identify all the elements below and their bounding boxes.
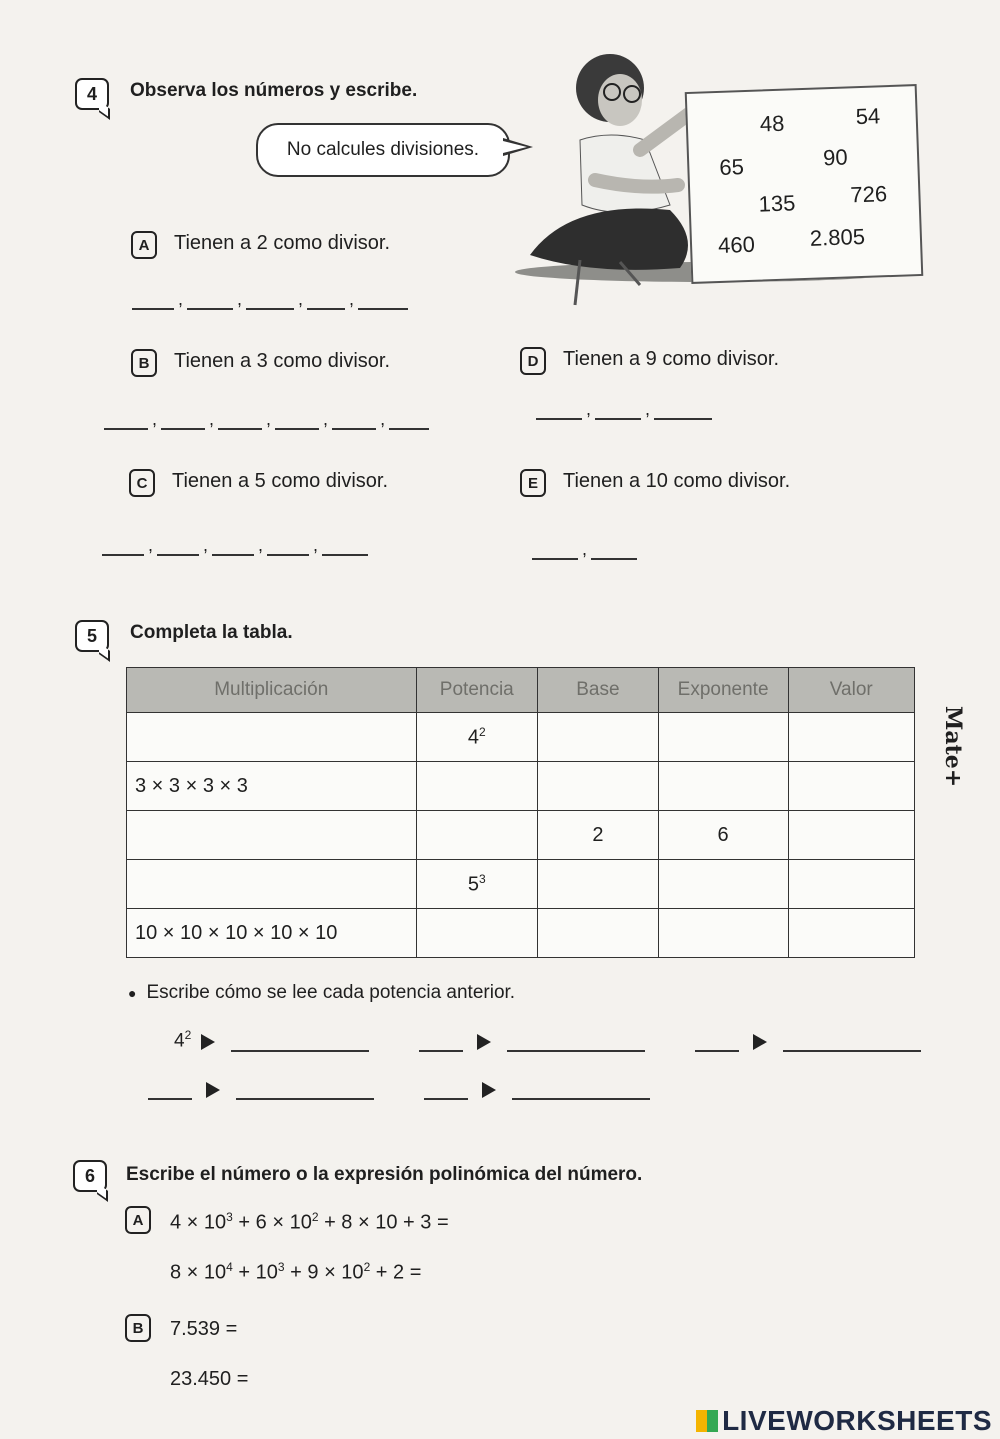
exercise-number-6: 6: [73, 1160, 107, 1192]
answer-blank[interactable]: [104, 408, 148, 430]
table-row: [127, 811, 915, 860]
power-blank[interactable]: [424, 1078, 468, 1100]
answer-blank[interactable]: [218, 408, 262, 430]
expression-b1: 7.539 =: [170, 1318, 238, 1340]
exercise-number-4: 4: [75, 78, 109, 110]
answer-blank[interactable]: [389, 408, 429, 430]
cell-potencia[interactable]: [416, 762, 538, 811]
item-letter-d: D: [520, 347, 546, 375]
item-letter-a: A: [125, 1206, 151, 1234]
answer-blank[interactable]: [187, 288, 233, 310]
table-row: [127, 713, 915, 762]
answer-blank[interactable]: [654, 398, 712, 420]
cell-multiplicacion[interactable]: [127, 811, 417, 860]
reading-blank[interactable]: [231, 1030, 369, 1052]
board-number: 460: [717, 231, 756, 259]
answer-blank[interactable]: [267, 534, 309, 556]
answer-blank[interactable]: [358, 288, 408, 310]
cell-base[interactable]: [538, 860, 659, 909]
cell-exponente[interactable]: [658, 762, 788, 811]
exercise-6-title: Escribe el número o la expresión polinómica del número.: [126, 1164, 643, 1185]
answer-blank[interactable]: [322, 534, 368, 556]
board-number: 2.805: [809, 223, 866, 251]
reading-blank[interactable]: [507, 1030, 645, 1052]
header-potencia: Potencia: [416, 668, 538, 713]
arrow-right-icon: [482, 1082, 496, 1098]
powers-table: [126, 667, 915, 958]
cell-multiplicacion[interactable]: 10 × 10 × 10 × 10 × 10: [127, 909, 417, 958]
expression-a1: $4 \times 10^3 + 6 \times 10^2 + 8 \times 10 + 3$ =: [170, 1210, 449, 1234]
cell-base[interactable]: 2: [538, 811, 659, 860]
answer-blanks-d: , ,: [532, 398, 716, 420]
read-row-1: [174, 1028, 925, 1052]
side-label: Mate+: [940, 706, 966, 788]
cell-potencia[interactable]: [416, 909, 538, 958]
answer-blanks-a: , , , ,: [128, 288, 412, 310]
answer-blanks-c: , , , ,: [98, 534, 372, 556]
answer-blank[interactable]: [132, 288, 174, 310]
arrow-right-icon: [477, 1034, 491, 1050]
bullet-icon: ●: [128, 985, 137, 1001]
cell-potencia[interactable]: $4^2$: [416, 713, 538, 762]
cell-valor[interactable]: [788, 713, 914, 762]
item-letter-a: A: [131, 231, 157, 259]
header-base: Base: [538, 668, 659, 713]
exercise-5-title: Completa la tabla.: [130, 622, 293, 643]
header-multiplicacion: Multiplicación: [127, 668, 417, 713]
answer-blank[interactable]: [157, 534, 199, 556]
reading-blank[interactable]: [783, 1030, 921, 1052]
item-a-text: Tienen a 2 como divisor.: [174, 232, 391, 254]
cell-exponente[interactable]: [658, 860, 788, 909]
answer-blank[interactable]: [102, 534, 144, 556]
table-row: [127, 860, 915, 909]
cell-exponente[interactable]: [658, 909, 788, 958]
cell-multiplicacion[interactable]: [127, 860, 417, 909]
item-c-text: Tienen a 5 como divisor.: [172, 470, 389, 492]
item-letter-b: B: [131, 349, 157, 377]
board-number: 54: [855, 103, 881, 130]
cell-base[interactable]: [538, 909, 659, 958]
answer-blank[interactable]: [332, 408, 376, 430]
answer-blank[interactable]: [591, 538, 637, 560]
header-exponente: Exponente: [658, 668, 788, 713]
answer-blank[interactable]: [307, 288, 345, 310]
cell-multiplicacion[interactable]: [127, 713, 417, 762]
item-letter-e: E: [520, 469, 546, 497]
answer-blank[interactable]: [161, 408, 205, 430]
cell-exponente[interactable]: 6: [658, 811, 788, 860]
arrow-right-icon: [201, 1034, 215, 1050]
item-letter-c: C: [129, 469, 155, 497]
exercise-number-5: 5: [75, 620, 109, 652]
board-number: 135: [758, 190, 796, 217]
power-blank[interactable]: [419, 1030, 463, 1052]
cell-valor[interactable]: [788, 762, 914, 811]
board-number: 65: [718, 154, 745, 180]
answer-blanks-b: , , , , ,: [100, 408, 433, 430]
liveworksheets-logo: LIVEWORKSHEETS: [696, 1405, 992, 1437]
cell-valor[interactable]: [788, 909, 914, 958]
power-blank[interactable]: [148, 1078, 192, 1100]
cell-valor[interactable]: [788, 811, 914, 860]
cell-exponente[interactable]: [658, 713, 788, 762]
board-number: 90: [822, 144, 849, 171]
board-number: 48: [759, 110, 785, 137]
cell-base[interactable]: [538, 762, 659, 811]
speech-text: No calcules divisiones.: [286, 139, 480, 160]
header-valor: Valor: [788, 668, 914, 713]
answer-blank[interactable]: [536, 398, 582, 420]
table-row: [127, 909, 915, 958]
answer-blank[interactable]: [532, 538, 578, 560]
reading-blank[interactable]: [512, 1078, 650, 1100]
board-number: 726: [849, 181, 888, 208]
answer-blanks-e: ,: [528, 538, 641, 560]
brand-logo-icon: [696, 1410, 718, 1432]
speech-bubble: [256, 123, 510, 177]
table-row: [127, 762, 915, 811]
read-power-label: $4^2$: [174, 1028, 192, 1052]
cell-valor[interactable]: [788, 860, 914, 909]
answer-blank[interactable]: [275, 408, 319, 430]
answer-blank[interactable]: [595, 398, 641, 420]
cell-base[interactable]: [538, 713, 659, 762]
answer-blank[interactable]: [246, 288, 294, 310]
exercise-4-title: Observa los números y escribe.: [130, 80, 418, 101]
reading-blank[interactable]: [236, 1078, 374, 1100]
read-prompt: ● Escribe cómo se lee cada potencia anterior.: [128, 982, 516, 1003]
expression-b2: 23.450 =: [170, 1368, 249, 1390]
item-b-text: Tienen a 3 como divisor.: [174, 350, 391, 372]
cell-potencia[interactable]: [416, 811, 538, 860]
cell-multiplicacion[interactable]: 3 × 3 × 3 × 3: [127, 762, 417, 811]
power-blank[interactable]: [695, 1030, 739, 1052]
expression-a2: $8 \times 10^4 + 10^3 + 9 \times 10^2 + 2$ =: [170, 1260, 422, 1284]
item-d-text: Tienen a 9 como divisor.: [563, 348, 780, 370]
arrow-right-icon: [753, 1034, 767, 1050]
cell-potencia[interactable]: $5^3$: [416, 860, 538, 909]
item-letter-b: B: [125, 1314, 151, 1342]
arrow-right-icon: [206, 1082, 220, 1098]
read-row-2: [144, 1078, 654, 1100]
answer-blank[interactable]: [212, 534, 254, 556]
numbers-board: [685, 84, 924, 284]
table-header-row: [127, 668, 915, 713]
item-e-text: Tienen a 10 como divisor.: [563, 470, 791, 492]
